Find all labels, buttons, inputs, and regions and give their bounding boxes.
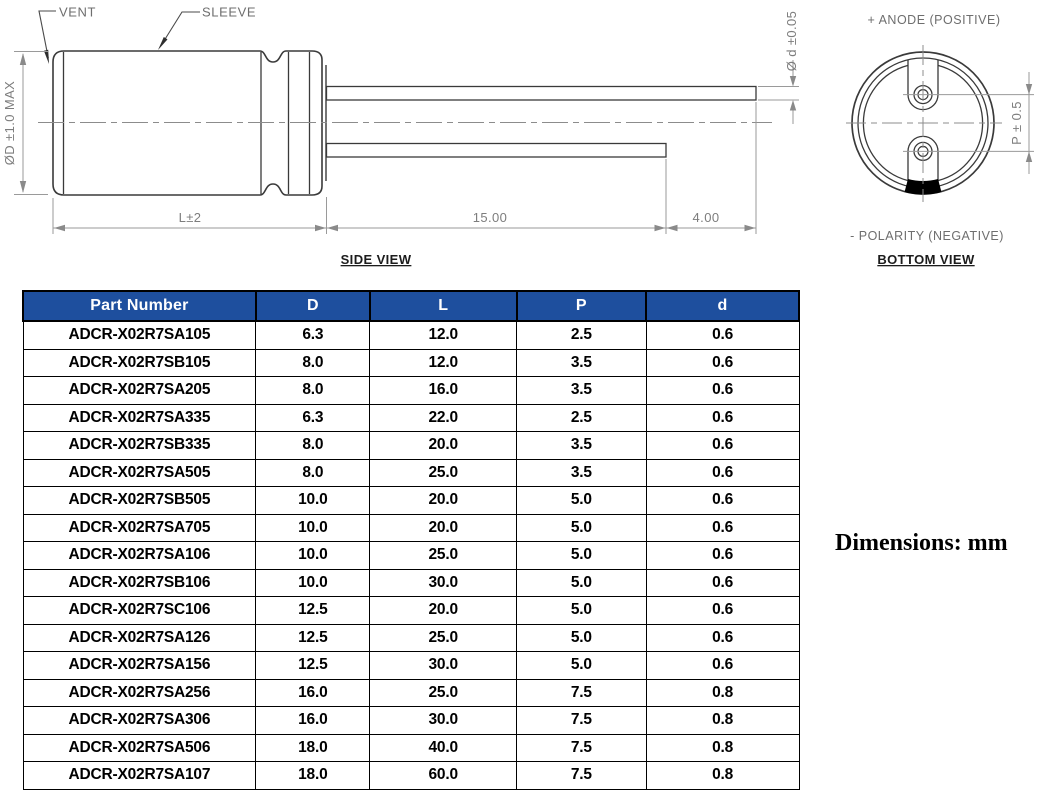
table-row	[23, 542, 799, 570]
technical-drawing	[0, 0, 1040, 285]
value-cell: 5.0	[517, 514, 647, 542]
part-number-cell: ADCR-X02R7SB105	[23, 349, 256, 377]
part-number-cell: ADCR-X02R7SB106	[23, 569, 256, 597]
part-number-cell: ADCR-X02R7SA505	[23, 459, 256, 487]
part-number-cell: ADCR-X02R7SA105	[23, 321, 256, 349]
value-cell: 5.0	[517, 652, 647, 680]
value-cell: 0.8	[646, 707, 799, 735]
sleeve-label: SLEEVE	[202, 4, 257, 20]
parts-table	[22, 290, 800, 790]
value-cell: 25.0	[370, 459, 517, 487]
value-cell: 0.6	[646, 624, 799, 652]
value-cell: 60.0	[370, 762, 517, 790]
value-cell: 6.3	[256, 321, 370, 349]
value-cell: 10.0	[256, 487, 370, 515]
value-cell: 7.5	[517, 762, 647, 790]
table-row	[23, 597, 799, 625]
table-row	[23, 377, 799, 405]
value-cell: 20.0	[370, 597, 517, 625]
value-cell: 16.0	[256, 707, 370, 735]
value-cell: 5.0	[517, 624, 647, 652]
table-row	[23, 487, 799, 515]
lead-diameter-dimension	[758, 11, 799, 124]
value-cell: 2.5	[517, 321, 647, 349]
side-view-caption: SIDE VIEW	[340, 252, 412, 267]
anode-lead	[327, 87, 757, 101]
part-number-cell: ADCR-X02R7SA256	[23, 679, 256, 707]
pitch-label: P ± 0.5	[1009, 101, 1024, 145]
value-cell: 0.8	[646, 679, 799, 707]
sleeve-leader-arrow	[158, 37, 168, 50]
table-row	[23, 679, 799, 707]
value-cell: 0.6	[646, 569, 799, 597]
side-view-drawing	[2, 5, 799, 268]
part-number-cell: ADCR-X02R7SA106	[23, 542, 256, 570]
value-cell: 16.0	[370, 377, 517, 405]
part-number-cell: ADCR-X02R7SB505	[23, 487, 256, 515]
value-cell: 7.5	[517, 679, 647, 707]
value-cell: 10.0	[256, 542, 370, 570]
value-cell: 5.0	[517, 487, 647, 515]
value-cell: 7.5	[517, 707, 647, 735]
value-cell: 20.0	[370, 432, 517, 460]
part-number-cell: ADCR-X02R7SA506	[23, 734, 256, 762]
value-cell: 7.5	[517, 734, 647, 762]
value-cell: 0.6	[646, 459, 799, 487]
table-row	[23, 734, 799, 762]
bottom-view-caption: BOTTOM VIEW	[877, 252, 975, 267]
body-length-label: L±2	[178, 210, 202, 225]
value-cell: 0.6	[646, 542, 799, 570]
value-cell: 20.0	[370, 487, 517, 515]
table-row	[23, 569, 799, 597]
table-row	[23, 624, 799, 652]
value-cell: 3.5	[517, 377, 647, 405]
table-row	[23, 459, 799, 487]
value-cell: 0.6	[646, 349, 799, 377]
value-cell: 18.0	[256, 762, 370, 790]
part-number-cell: ADCR-X02R7SA205	[23, 377, 256, 405]
part-number-cell: ADCR-X02R7SA306	[23, 707, 256, 735]
value-cell: 12.5	[256, 597, 370, 625]
bottom-view-drawing	[846, 13, 1034, 267]
value-cell: 8.0	[256, 459, 370, 487]
value-cell: 0.6	[646, 432, 799, 460]
value-cell: 22.0	[370, 404, 517, 432]
lead-length-label: 15.00	[472, 210, 508, 225]
value-cell: 30.0	[370, 707, 517, 735]
value-cell: 5.0	[517, 569, 647, 597]
value-cell: 6.3	[256, 404, 370, 432]
part-number-cell: ADCR-X02R7SA705	[23, 514, 256, 542]
table-header-row	[23, 291, 799, 321]
col-header-d-lead: d	[646, 291, 799, 321]
table-row	[23, 762, 799, 790]
table-row	[23, 514, 799, 542]
value-cell: 0.8	[646, 762, 799, 790]
table-row	[23, 404, 799, 432]
value-cell: 12.5	[256, 652, 370, 680]
part-number-cell: ADCR-X02R7SC106	[23, 597, 256, 625]
table-row	[23, 707, 799, 735]
sleeve-callout	[158, 5, 256, 51]
value-cell: 10.0	[256, 569, 370, 597]
value-cell: 40.0	[370, 734, 517, 762]
table-row	[23, 321, 799, 349]
value-cell: 16.0	[256, 679, 370, 707]
value-cell: 3.5	[517, 459, 647, 487]
value-cell: 30.0	[370, 652, 517, 680]
lead-tip-label: 4.00	[692, 210, 720, 225]
value-cell: 25.0	[370, 624, 517, 652]
value-cell: 0.6	[646, 321, 799, 349]
anode-label: + ANODE (POSITIVE)	[867, 13, 1001, 27]
vent-label: VENT	[59, 4, 97, 20]
part-number-cell: ADCR-X02R7SA107	[23, 762, 256, 790]
dimensions-note: Dimensions: mm	[835, 530, 1008, 556]
lead-diameter-label: Ø d ±0.05	[784, 10, 799, 72]
table-row	[23, 652, 799, 680]
col-header-l: L	[370, 291, 517, 321]
value-cell: 30.0	[370, 569, 517, 597]
value-cell: 8.0	[256, 377, 370, 405]
polarity-label: - POLARITY (NEGATIVE)	[850, 229, 1004, 243]
diameter-label: ØD ±1.0 MAX	[2, 80, 17, 166]
value-cell: 20.0	[370, 514, 517, 542]
value-cell: 0.6	[646, 487, 799, 515]
value-cell: 0.6	[646, 597, 799, 625]
col-header-p: P	[517, 291, 647, 321]
col-header-part-number: Part Number	[23, 291, 256, 321]
value-cell: 2.5	[517, 404, 647, 432]
value-cell: 0.6	[646, 377, 799, 405]
cathode-lead	[327, 144, 667, 158]
part-number-cell: ADCR-X02R7SA335	[23, 404, 256, 432]
value-cell: 25.0	[370, 679, 517, 707]
value-cell: 12.5	[256, 624, 370, 652]
value-cell: 12.0	[370, 321, 517, 349]
value-cell: 12.0	[370, 349, 517, 377]
col-header-d: D	[256, 291, 370, 321]
value-cell: 0.6	[646, 514, 799, 542]
part-number-cell: ADCR-X02R7SA126	[23, 624, 256, 652]
value-cell: 18.0	[256, 734, 370, 762]
value-cell: 0.6	[646, 404, 799, 432]
value-cell: 25.0	[370, 542, 517, 570]
value-cell: 8.0	[256, 432, 370, 460]
table-row	[23, 349, 799, 377]
value-cell: 0.8	[646, 734, 799, 762]
value-cell: 5.0	[517, 597, 647, 625]
part-number-cell: ADCR-X02R7SB335	[23, 432, 256, 460]
value-cell: 3.5	[517, 349, 647, 377]
part-number-cell: ADCR-X02R7SA156	[23, 652, 256, 680]
table-row	[23, 432, 799, 460]
value-cell: 0.6	[646, 652, 799, 680]
value-cell: 10.0	[256, 514, 370, 542]
value-cell: 5.0	[517, 542, 647, 570]
value-cell: 8.0	[256, 349, 370, 377]
value-cell: 3.5	[517, 432, 647, 460]
parts-table-body	[23, 321, 799, 789]
